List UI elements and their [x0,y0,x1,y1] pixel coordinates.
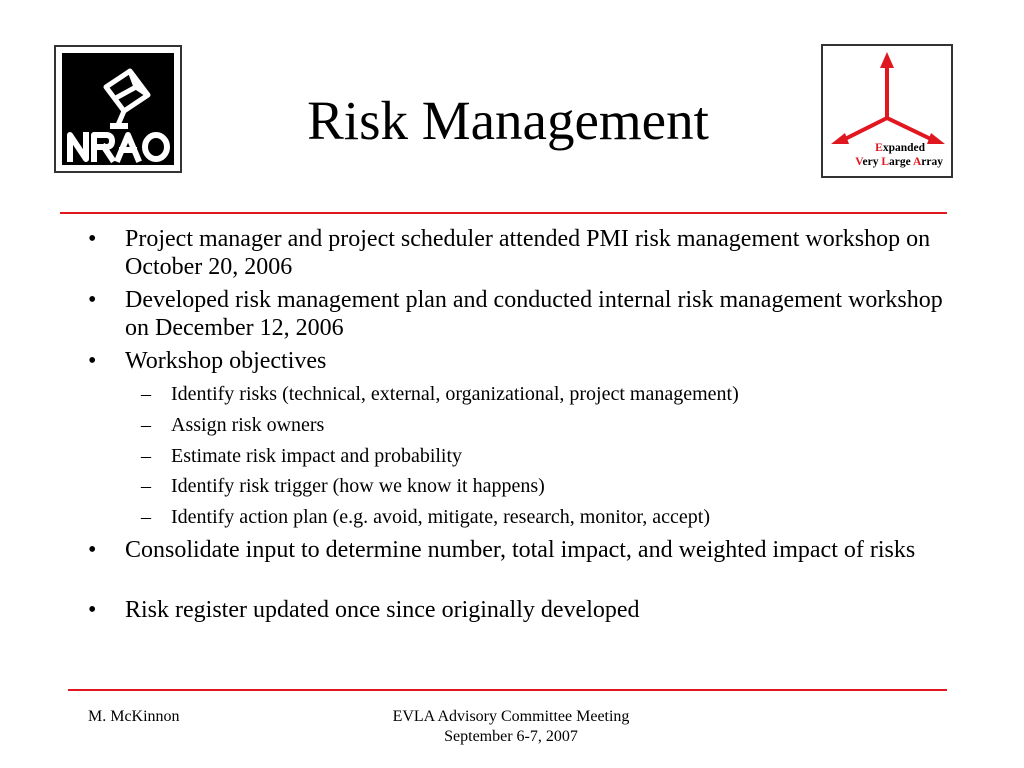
evla-word-large: arge [889,156,913,168]
sub-bullet-mark: – [141,475,151,497]
footer-event [311,707,711,747]
nrao-logo-icon [62,53,174,165]
title-divider [60,212,947,214]
bullet-mark: • [88,226,97,252]
bullet-mark: • [88,287,97,313]
evla-cap-a: A [912,156,922,168]
bullet-mark: • [88,537,97,563]
nrao-logo [54,45,182,173]
footer-event-date: September 6-7, 2007 [444,728,578,745]
footer-event-name: EVLA Advisory Committee Meeting [392,708,630,725]
sub-bullet-mark: – [141,506,151,528]
sub-bullet-mark: – [141,445,151,467]
bullet-mark: • [88,348,97,374]
bullet-text: Project manager and project scheduler attended PMI risk management workshop on October 20, 2006 [125,226,931,280]
evla-word-array: rray [921,156,943,168]
evla-cap-e: E [875,142,883,154]
evla-logo [821,44,953,178]
sub-bullet-text: Identify risk trigger (how we know it happens) [171,475,545,497]
evla-tripod-icon [827,50,951,144]
footer-author: M. McKinnon [88,708,180,725]
sub-bullet-text: Assign risk owners [171,414,325,436]
evla-word-expanded: xpanded [882,142,925,154]
evla-word-very: ery [862,156,882,168]
bullet-text: Consolidate input to determine number, total impact, and weighted impact of risks [125,537,916,563]
bullet-mark: • [88,597,97,623]
slide-title: Risk Management [307,90,709,151]
sub-bullet-text: Identify action plan (e.g. avoid, mitigate, research, monitor, accept) [171,506,710,528]
sub-bullet-text: Identify risks (technical, external, organizational, project management) [171,383,739,405]
sub-bullet-mark: – [141,383,151,405]
evla-cap-v: V [855,156,863,168]
bullet-text: Workshop objectives [125,348,327,374]
evla-cap-l: L [881,156,890,168]
evla-logo-line1 [875,141,925,155]
sub-bullet-mark: – [141,414,151,436]
footer-divider [68,689,947,691]
bullet-text: Developed risk management plan and conducted internal risk management workshop on December 12, 2006 [125,287,943,341]
bullet-text: Risk register updated once since originally developed [125,597,640,623]
sub-bullet-text: Estimate risk impact and probability [171,445,463,467]
evla-logo-line2 [855,155,943,169]
